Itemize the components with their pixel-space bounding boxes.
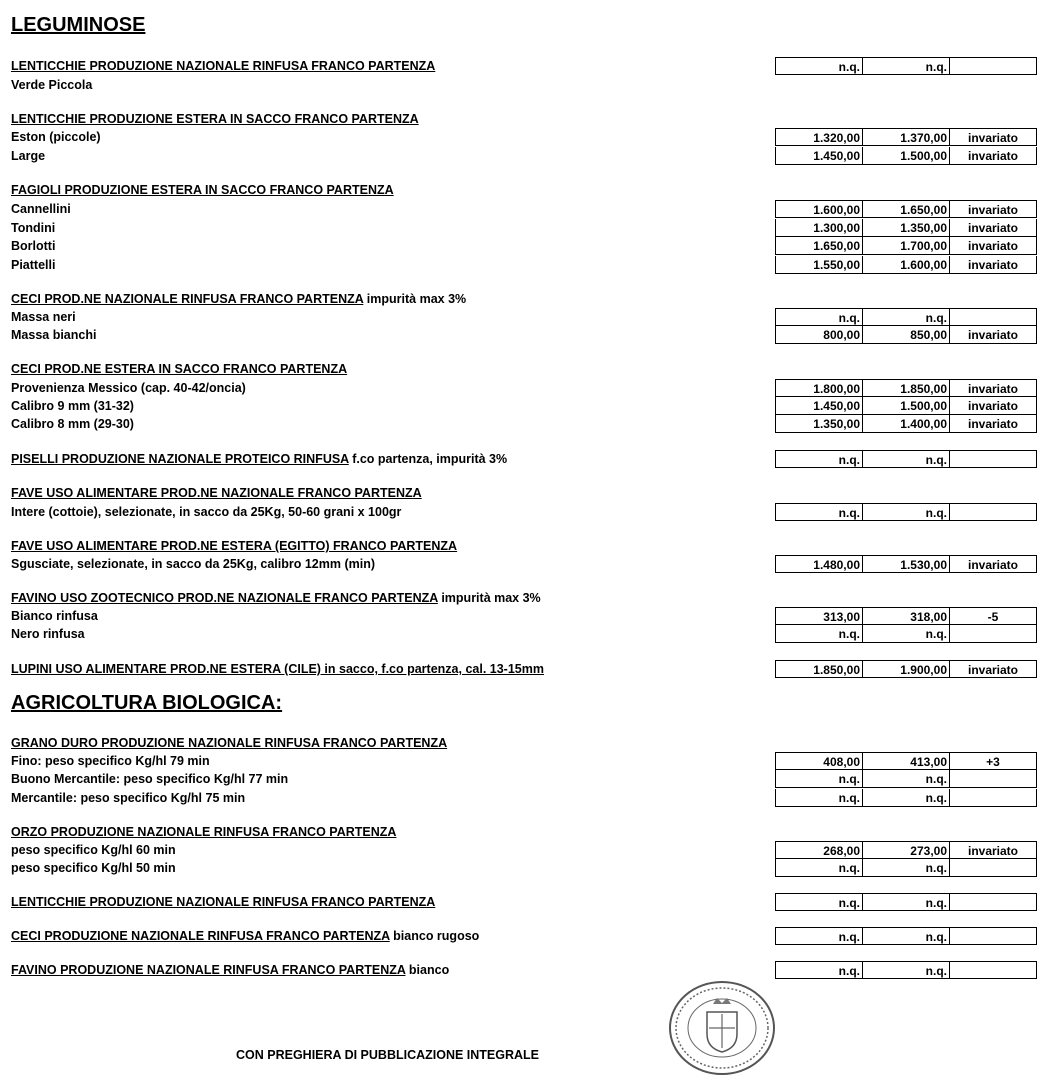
row-label: Mercantile: peso specifico Kg/hl 75 min — [11, 791, 246, 805]
section-title-text: LENTICCHIE PRODUZIONE NAZIONALE RINFUSA FRANCO PARTENZA — [11, 895, 436, 909]
price-min: n.q. — [775, 57, 863, 75]
price-change: invariato — [950, 200, 1037, 218]
price-min: 1.480,00 — [775, 555, 863, 573]
price-min: n.q. — [775, 893, 863, 911]
price-min: n.q. — [775, 503, 863, 521]
price-max: 1.850,00 — [863, 379, 950, 397]
section-title — [11, 929, 479, 943]
price-change: invariato — [950, 415, 1037, 433]
price-cells — [775, 770, 1037, 788]
price-min: n.q. — [775, 308, 863, 326]
section-title — [11, 452, 507, 466]
price-change: +3 — [950, 752, 1037, 770]
section-title-text: GRANO DURO PRODUZIONE NAZIONALE RINFUSA FRANCO PARTENZA — [11, 736, 448, 750]
footer-note: CON PREGHIERA DI PUBBLICAZIONE INTEGRALE — [236, 1048, 540, 1062]
section-title — [11, 292, 466, 306]
section-title — [11, 825, 396, 839]
price-cells — [775, 607, 1037, 625]
row-label: Buono Mercantile: peso specifico Kg/hl 77 min — [11, 772, 289, 786]
section-title — [11, 362, 347, 376]
price-min: n.q. — [775, 789, 863, 807]
price-change: invariato — [950, 128, 1037, 146]
section-title-text: LENTICCHIE PRODUZIONE NAZIONALE RINFUSA FRANCO PARTENZA — [11, 59, 436, 73]
row-label: Calibro 8 mm (29-30) — [11, 417, 134, 431]
price-min: n.q. — [775, 927, 863, 945]
section-title — [11, 183, 394, 197]
price-change: invariato — [950, 147, 1037, 165]
price-min: 268,00 — [775, 841, 863, 859]
price-max: 1.700,00 — [863, 237, 950, 255]
section-title — [11, 539, 457, 553]
section-title — [11, 59, 435, 73]
price-min: 313,00 — [775, 607, 863, 625]
price-change: invariato — [950, 219, 1037, 237]
row-label: Massa bianchi — [11, 328, 97, 342]
row-label: Massa neri — [11, 310, 76, 324]
price-max: n.q. — [863, 625, 950, 643]
row-label: Verde Piccola — [11, 78, 93, 92]
heading-agricoltura-biologica: AGRICOLTURA BIOLOGICA: — [11, 692, 283, 714]
row-label: Intere (cottoie), selezionate, in sacco da 25Kg, 50-60 grani x 100gr — [11, 505, 402, 519]
row-label: Nero rinfusa — [11, 627, 85, 641]
price-change — [950, 893, 1037, 911]
price-min: 408,00 — [775, 752, 863, 770]
price-max: n.q. — [863, 859, 950, 877]
section-title-text: PISELLI PRODUZIONE NAZIONALE PROTEICO RINFUSA — [11, 452, 349, 466]
price-cells — [775, 625, 1037, 643]
price-cells — [775, 789, 1037, 807]
price-max: 1.400,00 — [863, 415, 950, 433]
price-change — [950, 859, 1037, 877]
row-label: Calibro 9 mm (31-32) — [11, 399, 134, 413]
price-max: n.q. — [863, 927, 950, 945]
section-title-note: bianco — [405, 963, 450, 977]
price-change — [950, 503, 1037, 521]
price-min: n.q. — [775, 450, 863, 468]
row-label: Large — [11, 149, 46, 163]
price-min: n.q. — [775, 961, 863, 979]
price-max: 1.370,00 — [863, 128, 950, 146]
price-min: 1.350,00 — [775, 415, 863, 433]
row-label: Fino: peso specifico Kg/hl 79 min — [11, 754, 210, 768]
section-title-text: CECI PRODUZIONE NAZIONALE RINFUSA FRANCO PARTENZA — [11, 929, 390, 943]
section-title — [11, 895, 435, 909]
row-label: Tondini — [11, 221, 56, 235]
price-min: n.q. — [775, 859, 863, 877]
price-max: n.q. — [863, 789, 950, 807]
price-min: 1.300,00 — [775, 219, 863, 237]
row-label: Piattelli — [11, 258, 56, 272]
price-max: n.q. — [863, 308, 950, 326]
price-max: 1.530,00 — [863, 555, 950, 573]
price-change: invariato — [950, 555, 1037, 573]
section-title-text: FAVE USO ALIMENTARE PROD.NE ESTERA (EGITTO) FRANCO PARTENZA — [11, 539, 458, 553]
price-min: 1.650,00 — [775, 237, 863, 255]
price-max: n.q. — [863, 450, 950, 468]
price-change — [950, 57, 1037, 75]
price-cells — [775, 308, 1037, 326]
price-cells — [775, 57, 1037, 75]
price-change: invariato — [950, 660, 1037, 678]
section-title-text: ORZO PRODUZIONE NAZIONALE RINFUSA FRANCO PARTENZA — [11, 825, 397, 839]
price-max: 1.900,00 — [863, 660, 950, 678]
price-change — [950, 450, 1037, 468]
section-title-text: FAVINO PRODUZIONE NAZIONALE RINFUSA FRANCO PARTENZA — [11, 963, 406, 977]
price-max: 273,00 — [863, 841, 950, 859]
price-change: invariato — [950, 256, 1037, 274]
price-max: n.q. — [863, 961, 950, 979]
row-label: Borlotti — [11, 239, 56, 253]
section-title-note: impurità max 3% — [437, 591, 541, 605]
price-cells — [775, 503, 1037, 521]
section-title-text: FAVE USO ALIMENTARE PROD.NE NAZIONALE FRANCO PARTENZA — [11, 486, 422, 500]
price-cells — [775, 200, 1037, 218]
price-cells — [775, 128, 1037, 146]
section-title-text: FAGIOLI PRODUZIONE ESTERA IN SACCO FRANCO PARTENZA — [11, 183, 394, 197]
price-change: invariato — [950, 237, 1037, 255]
price-max: n.q. — [863, 57, 950, 75]
section-title-text: CECI PROD.NE NAZIONALE RINFUSA FRANCO PARTENZA — [11, 292, 364, 306]
section-title — [11, 662, 544, 676]
price-cells — [775, 415, 1037, 433]
price-change — [950, 927, 1037, 945]
price-min: n.q. — [775, 770, 863, 788]
section-title-text: FAVINO USO ZOOTECNICO PROD.NE NAZIONALE FRANCO PARTENZA — [11, 591, 438, 605]
price-change: invariato — [950, 841, 1037, 859]
row-label: Cannellini — [11, 202, 71, 216]
section-title-note: bianco rugoso — [389, 929, 480, 943]
price-change: invariato — [950, 379, 1037, 397]
price-cells — [775, 326, 1037, 344]
row-label: Sgusciate, selezionate, in sacco da 25Kg, calibro 12mm (min) — [11, 557, 376, 571]
price-min: 1.600,00 — [775, 200, 863, 218]
price-cells — [775, 555, 1037, 573]
price-cells — [775, 859, 1037, 877]
price-min: 800,00 — [775, 326, 863, 344]
price-change: invariato — [950, 326, 1037, 344]
price-max: 1.500,00 — [863, 397, 950, 415]
price-cells — [775, 450, 1037, 468]
price-cells — [775, 752, 1037, 770]
price-cells — [775, 219, 1037, 237]
price-max: 850,00 — [863, 326, 950, 344]
price-change — [950, 308, 1037, 326]
price-change — [950, 625, 1037, 643]
section-title-text: CECI PROD.NE ESTERA IN SACCO FRANCO PARTENZA — [11, 362, 348, 376]
price-change: -5 — [950, 607, 1037, 625]
section-title-text: LUPINI USO ALIMENTARE PROD.NE ESTERA (CILE) in sacco, f.co partenza, cal. 13-15mm — [11, 662, 544, 676]
section-title-note: f.co partenza, impurità 3% — [348, 452, 508, 466]
section-title — [11, 486, 422, 500]
price-cells — [775, 893, 1037, 911]
price-min: 1.800,00 — [775, 379, 863, 397]
official-seal-icon — [667, 980, 777, 1076]
heading-leguminose: LEGUMINOSE — [11, 14, 146, 36]
price-max: n.q. — [863, 770, 950, 788]
row-label: peso specifico Kg/hl 50 min — [11, 861, 176, 875]
price-change — [950, 961, 1037, 979]
price-max: 1.650,00 — [863, 200, 950, 218]
section-title — [11, 591, 541, 605]
row-label: Bianco rinfusa — [11, 609, 98, 623]
price-min: 1.450,00 — [775, 147, 863, 165]
price-cells — [775, 660, 1037, 678]
price-max: n.q. — [863, 503, 950, 521]
price-cells — [775, 841, 1037, 859]
price-change: invariato — [950, 397, 1037, 415]
price-max: 1.600,00 — [863, 256, 950, 274]
price-min: 1.450,00 — [775, 397, 863, 415]
row-label: Provenienza Messico (cap. 40-42/oncia) — [11, 381, 246, 395]
price-min: n.q. — [775, 625, 863, 643]
price-cells — [775, 397, 1037, 415]
price-max: n.q. — [863, 893, 950, 911]
price-change — [950, 770, 1037, 788]
row-label: Eston (piccole) — [11, 130, 101, 144]
price-cells — [775, 927, 1037, 945]
price-cells — [775, 237, 1037, 255]
section-title-text: LENTICCHIE PRODUZIONE ESTERA IN SACCO FRANCO PARTENZA — [11, 112, 419, 126]
price-max: 1.350,00 — [863, 219, 950, 237]
row-label: peso specifico Kg/hl 60 min — [11, 843, 176, 857]
price-min: 1.850,00 — [775, 660, 863, 678]
section-title — [11, 736, 447, 750]
price-min: 1.550,00 — [775, 256, 863, 274]
price-max: 318,00 — [863, 607, 950, 625]
section-title-note: impurità max 3% — [363, 292, 467, 306]
price-change — [950, 789, 1037, 807]
price-cells — [775, 256, 1037, 274]
price-max: 413,00 — [863, 752, 950, 770]
section-title — [11, 963, 449, 977]
price-cells — [775, 961, 1037, 979]
section-title — [11, 112, 419, 126]
price-cells — [775, 379, 1037, 397]
price-min: 1.320,00 — [775, 128, 863, 146]
price-max: 1.500,00 — [863, 147, 950, 165]
price-cells — [775, 147, 1037, 165]
